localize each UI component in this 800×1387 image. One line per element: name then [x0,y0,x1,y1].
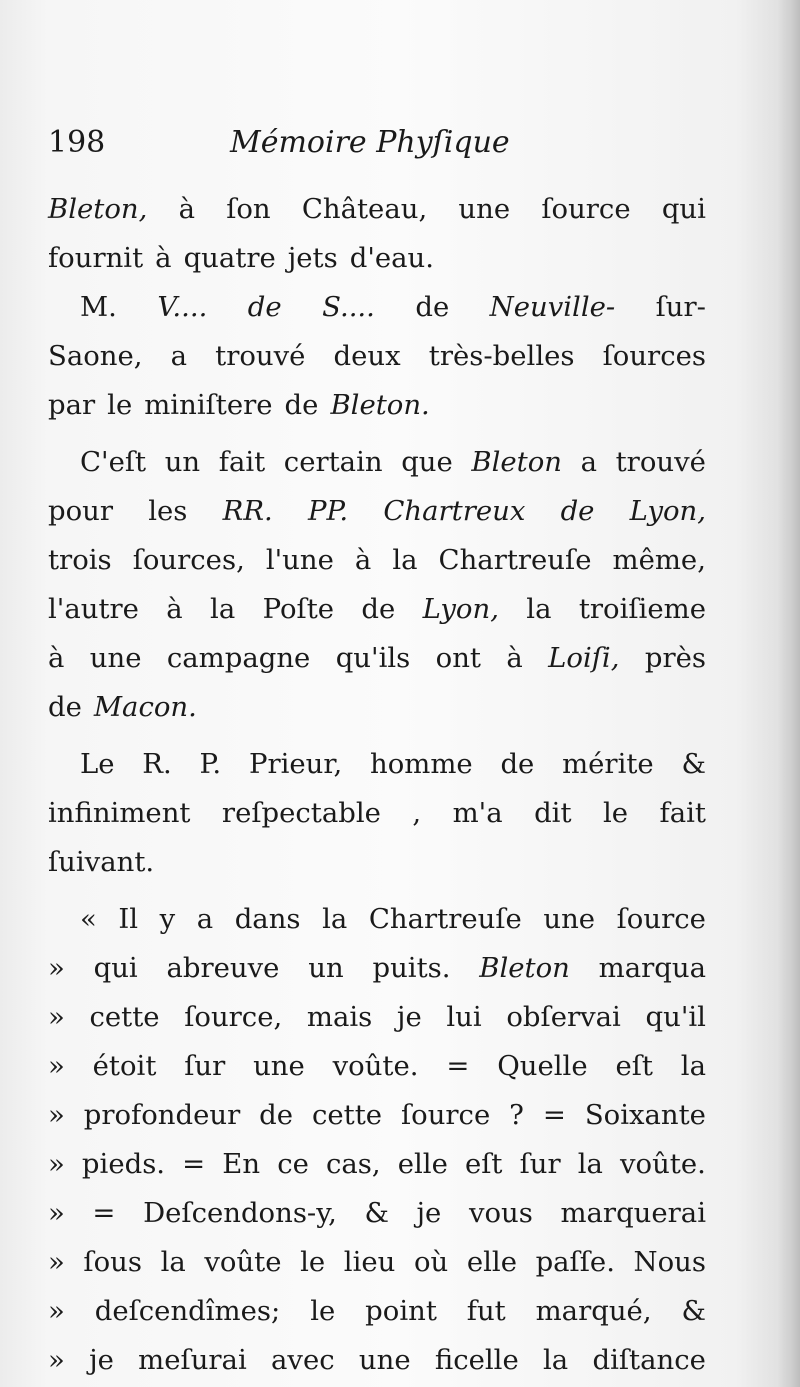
word: d'eau. [349,242,435,274]
word: de [247,291,282,323]
word: trois [48,544,112,576]
word: trouvé [615,446,706,478]
word: un [164,446,201,478]
word: meſurai [138,1344,247,1376]
page-gutter-shadow [778,0,800,1387]
word: une [543,903,596,935]
word: à [354,544,372,576]
word: une [458,193,511,225]
word: de [560,495,595,527]
word: de [415,291,450,323]
word: quatre [183,242,276,274]
text-line [48,1287,706,1336]
word: de [284,389,319,421]
word: à [178,193,195,225]
word: à [155,242,172,274]
word: ſon [226,193,271,225]
text-line [48,332,706,381]
word: ſource [541,193,631,225]
word: de [48,691,82,723]
word: profondeur [83,1099,241,1131]
word: Château, [301,193,428,225]
word: PP. [307,495,349,527]
word: ſources, [132,544,245,576]
word: ſource, [184,1001,283,1033]
word: » [48,1148,65,1180]
word: une [358,1344,411,1376]
word: voûte. [332,1050,419,1082]
word: la [392,544,418,576]
word: elle [397,1148,448,1180]
word: la [210,593,236,625]
word: » [48,1197,65,1229]
text-line [48,1042,706,1091]
word: ſource [616,903,706,935]
word: avec [271,1344,335,1376]
word: vous [468,1197,533,1229]
word: & [681,1295,706,1327]
word: ſuivant. [48,846,155,878]
word: fait [659,797,706,829]
word: eſt [615,1050,653,1082]
word: lieu [343,1246,396,1278]
text-line [48,283,706,332]
word: obſervai [506,1001,621,1033]
word: a [196,903,214,935]
text-line [48,789,706,838]
word: homme [369,748,473,780]
word: l'autre [48,593,139,625]
word: qui [93,952,138,984]
word: même, [612,544,706,576]
word: ſur [184,1050,226,1082]
word: l'une [265,544,334,576]
word: = [92,1197,116,1229]
running-title: Mémoire Phyſique [230,125,510,160]
word: ſous [83,1246,142,1278]
page-number: 198 [48,125,106,160]
word: deſcendîmes; [94,1295,281,1327]
word: = [182,1148,206,1180]
word: Le [80,748,115,780]
word: trouvé [215,340,306,372]
word: certain [283,446,383,478]
word: C'eſt [80,446,147,478]
text-line [48,895,706,944]
word: voûte. [620,1148,706,1180]
word: RR. [222,495,273,527]
text-line [48,944,706,993]
text-line [48,234,706,283]
word: qu'ils [335,642,411,674]
word: » [48,1001,65,1033]
word: à [166,593,183,625]
text-line [48,1336,706,1385]
word: Bleton, [48,193,148,225]
word: & [364,1197,389,1229]
word: qu'il [645,1001,706,1033]
word: que [401,446,453,478]
word: » [48,1295,65,1327]
word: Chartreuſe [368,903,522,935]
body-text [48,185,706,1385]
text-line [48,634,706,683]
text-line [48,1140,706,1189]
word: ſources [602,340,706,372]
word: très-belles [428,340,575,372]
word: marqua [598,952,706,984]
word: fournit [48,242,144,274]
word: par [48,389,96,421]
word: V.... [157,291,208,323]
word: infiniment [48,797,191,829]
word: cette [311,1099,383,1131]
word: Neuville- [489,291,616,323]
word: de [361,593,396,625]
word: Bleton [471,446,562,478]
word: qui [661,193,706,225]
word: Prieur, [248,748,343,780]
word: Macon. [93,691,197,723]
word: la [680,1050,706,1082]
word: reſpectable [221,797,381,829]
word: cette [89,1001,160,1033]
word: elle [466,1246,517,1278]
page-header [48,118,708,168]
word: fut [466,1295,506,1327]
word: « [80,903,97,935]
word: la [160,1246,186,1278]
word: Nous [633,1246,706,1278]
word: cas, [325,1148,381,1180]
word: Lyon, [422,593,499,625]
word: à [48,642,65,674]
word: lui [446,1001,482,1033]
word: ſur [519,1148,561,1180]
word: Poſte [262,593,335,625]
text-line [48,1238,706,1287]
word: mérite [562,748,654,780]
text-line [48,487,706,536]
text-line [48,838,706,887]
word: ficelle [434,1344,519,1376]
word: Loiſi, [548,642,620,674]
word: voûte [204,1246,282,1278]
word: » [48,1246,65,1278]
text-line [48,993,706,1042]
word: ont [435,642,481,674]
word: R. [142,748,172,780]
word: Soixante [584,1099,706,1131]
word: eſt [464,1148,503,1180]
word: je [416,1197,442,1229]
word: paſſe. [535,1246,615,1278]
word: le [300,1246,326,1278]
word: = [542,1099,566,1131]
word: Saone, [48,340,143,372]
word: le [107,389,133,421]
word: S.... [322,291,375,323]
word: Bleton [479,952,570,984]
word: » [48,952,65,984]
word: la [322,903,348,935]
word: m'a [452,797,503,829]
word: dit [534,797,572,829]
text-line [48,1189,706,1238]
word: Bleton. [330,389,430,421]
word: dans [234,903,301,935]
word: Chartreux [383,495,526,527]
word: Deſcendons-y, [143,1197,337,1229]
word: étoit [92,1050,157,1082]
word: & [681,748,706,780]
word: mais [306,1001,373,1033]
word: a [170,340,188,372]
word: où [413,1246,449,1278]
word: je [89,1344,114,1376]
word: En [222,1148,261,1180]
text-line [48,1091,706,1140]
word: une [253,1050,305,1082]
word: M. [80,291,117,323]
word: le [310,1295,336,1327]
word: y [159,903,176,935]
word: de [259,1099,294,1131]
text-line [48,683,706,732]
word: je [396,1001,422,1033]
word: = [446,1050,470,1082]
word: deux [333,340,401,372]
word: marquerai [560,1197,706,1229]
word: » [48,1099,65,1131]
word: Il [118,903,139,935]
word: Quelle [497,1050,588,1082]
word: marqué, [535,1295,652,1327]
text-line [48,438,706,487]
word: abreuve [166,952,280,984]
word: à [506,642,523,674]
word: pieds. [81,1148,166,1180]
word: la [526,593,552,625]
word: troiſieme [578,593,706,625]
word: la [577,1148,603,1180]
word: » [48,1344,65,1376]
word: ? [509,1099,524,1131]
word: le [602,797,629,829]
word: pour [48,495,114,527]
word: près [644,642,706,674]
text-line [48,536,706,585]
word: ſur- [655,291,706,323]
word: fait [218,446,266,478]
word: ſource [400,1099,491,1131]
text-line [48,585,706,634]
word: ce [277,1148,309,1180]
word: un [308,952,344,984]
word: point [365,1295,437,1327]
text-line [48,740,706,789]
word: la [543,1344,569,1376]
word: de [500,748,535,780]
word: diſtance [592,1344,706,1376]
word: » [48,1050,65,1082]
word: miniſtere [144,389,273,421]
word: campagne [166,642,311,674]
word: les [148,495,188,527]
word: P. [199,748,222,780]
word: puits. [372,952,451,984]
word: Chartreuſe [438,544,592,576]
word: jets [287,242,338,274]
word: Lyon, [629,495,706,527]
text-line [48,381,706,430]
text-line [48,185,706,234]
word: , [412,797,422,829]
word: une [89,642,142,674]
word: a [580,446,598,478]
